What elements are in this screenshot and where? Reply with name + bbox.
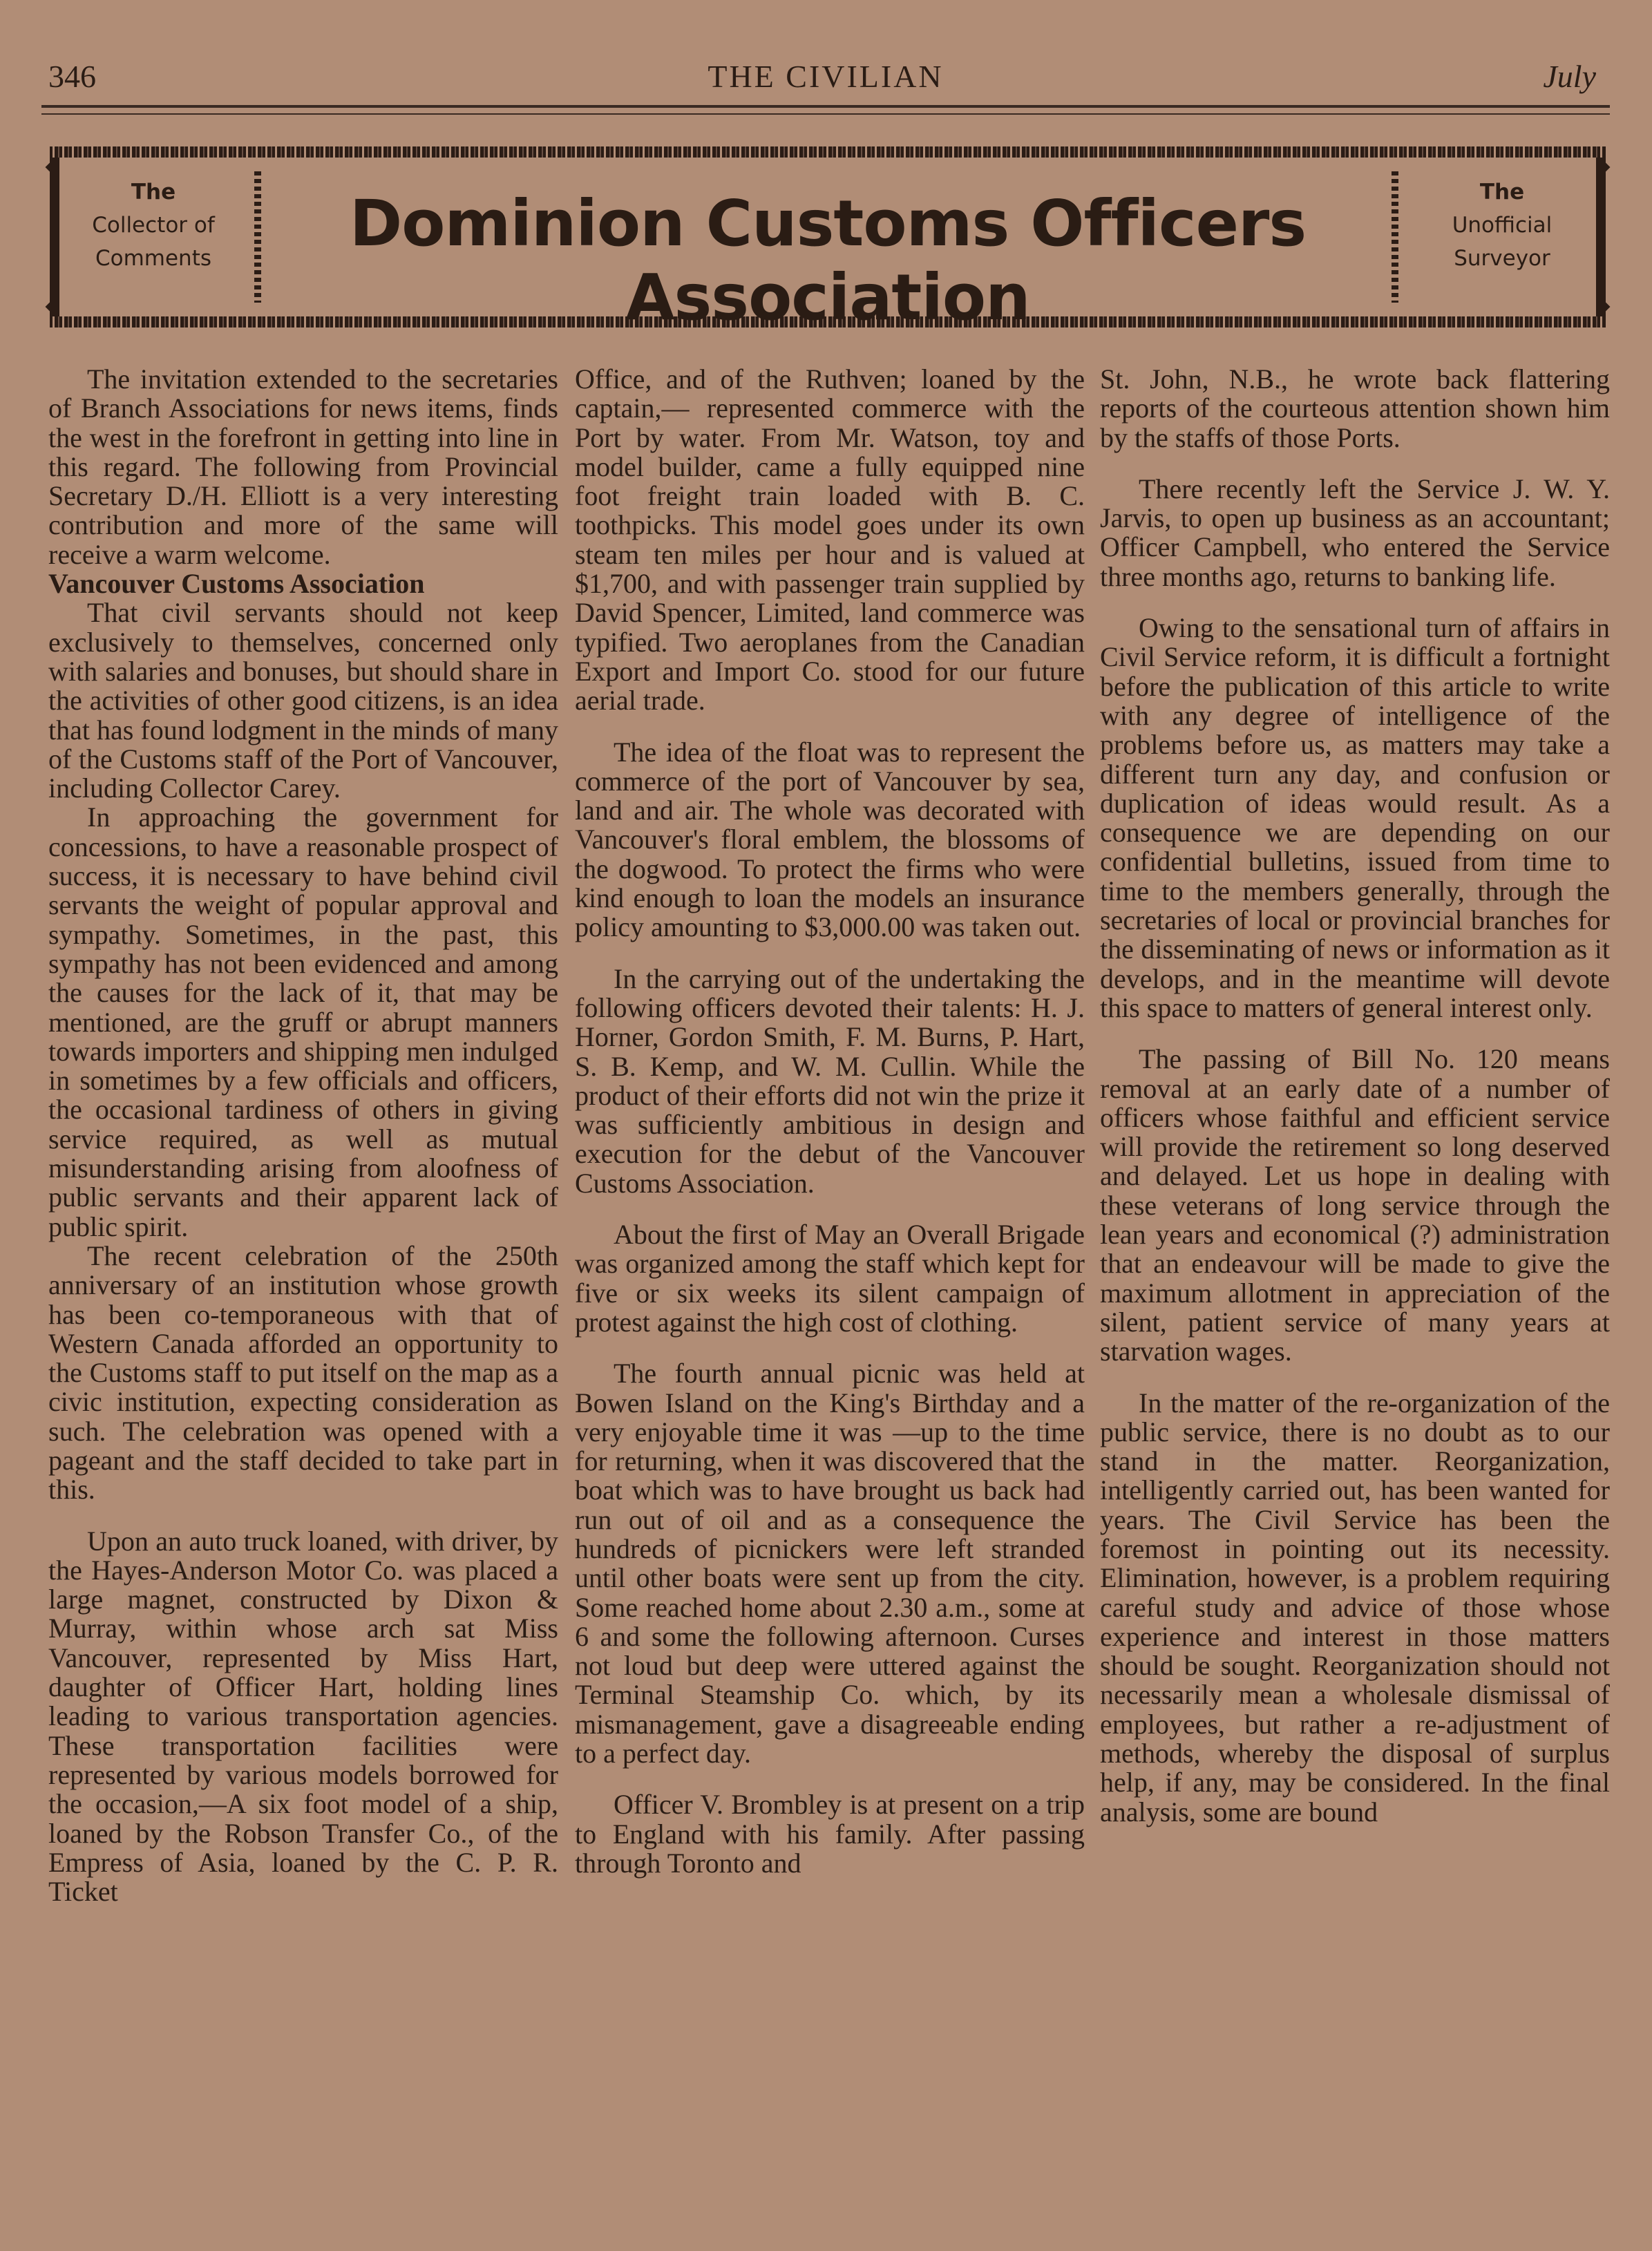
paragraph: Upon an auto truck loaned, with driver, by the Hayes-Anderson Motor Co. was placed a large magnet, constructed by Dixon & Murray, within whose arch sat Miss Vancouver, represented by Miss Hart, daughter of Officer Hart, holding lines leading to various transportation agencies. These transportation facilities were represented by various models borrowed for the occasion,—A six foot model of a ship, loaned by the Robson Transfer Co., of the Empress of Asia, loaned by the C. P. R. Ticket bbox=[48, 1525, 558, 1908]
running-header bbox=[41, 54, 1610, 102]
banner-border-left bbox=[50, 158, 59, 316]
caption-line: Comments bbox=[95, 246, 212, 271]
paragraph: That civil servants should not keep exclusively to themselves, concerned only with salaries and bonuses, but should share in the activities of other good citizens, is an idea that has found lodgment in the minds of many of the Customs staff of the Port of Vancouver, including Collector Carey. bbox=[48, 597, 558, 804]
paragraph: The fourth annual picnic was held at Bowen Island on the King's Birthday and a very enjoyable time it was —up to the time for returning, when it was discovered that the boat which was to have brought us back had run out of oil and as a consequence the hundreds of picnickers were left stranded until other boats were sent up from the city. Some reached home about 2.30 a.m., some at 6 and some the following afternoon. Curses not loud but deep were uttered against the Terminal Steamship Co. which, by its mismanagement, gave a disagreeable ending to a perfect day. bbox=[575, 1358, 1085, 1769]
header-rule-thin bbox=[41, 113, 1610, 115]
paragraph: In approaching the government for concessions, to have a reasonable prospect of success, it is necessary to have behind civil servants the weight of popular approval and sympathy. Sometimes, in the past, this sympathy has not been evidenced and among the causes for the lack of it, that may be mentioned, are the gruff or abrupt manners towards importers and shipping men indulged in sometimes by a few officials and officers, the occasional tardiness of others in giving service required, as well as mutual misunderstanding arising from aloofness of public servants and their apparent lack of public spirit. bbox=[48, 801, 558, 1242]
paragraph: The invitation extended to the secretaries of Branch Associations for news items, finds the west in the forefront in getting into line in this regard. The following from Provincial Secretary D./H. Elliott is a very interesting contribution and more of the same will receive a warm welcome. bbox=[48, 363, 558, 570]
paragraph: About the first of May an Overall Brigade was organized among the staff which kept for five or six weeks its silent campaign of protest against the high cost of clothing. bbox=[575, 1219, 1085, 1338]
caption-line: The bbox=[131, 180, 176, 205]
paragraph: Officer V. Brombley is at present on a trip to England with his family. After passing through Toronto and bbox=[575, 1789, 1085, 1879]
paragraph: The idea of the float was to represent the commerce of the port of Vancouver by sea, land and air. The whole was decorated with Vancouver's floral emblem, the blossoms of the dogwood. To protect the firms who were kind enough to loan the models an insurance policy amounting to $3,000.00 was taken out. bbox=[575, 736, 1085, 943]
paragraph: Office, and of the Ruthven; loaned by the captain,— represented commerce with the Port by water. From Mr. Watson, toy and model builder, came a fully equipped nine foot freight train loaded with B. C. toothpicks. This model goes under its own steam ten miles per hour and is valued at $1,700, and with passenger train supplied by David Spencer, Limited, land commerce was typified. Two aeroplanes from the Canadian Export and Import Co. stood for our future aerial trade. bbox=[575, 363, 1085, 716]
paragraph: In the carrying out of the undertaking the following officers devoted their talents: H. J. Horner, Gordon Smith, F. M. Burns, P. Hart, S. B. Kemp, and W. M. Cullin. While the product of their efforts did not win the prize it was sufficiently ambitious in design and execution for the debut of the Vancouver Customs Association. bbox=[575, 962, 1085, 1199]
paragraph: The recent celebration of the 250th anniversary of an institution whose growth has been co-temporaneous with that of Western Canada afforded an opportunity to the Customs staff to put itself on the map as a civic institution, expecting consideration as such. The celebration was opened with a pageant and the staff decided to take part in this. bbox=[48, 1240, 558, 1506]
header-rule bbox=[41, 105, 1610, 108]
paragraph: The passing of Bill No. 120 means removal at an early date of a number of officers whose faithful and efficient service will provide the retirement so long deserved and delayed. Let us hope in dealing with these veterans of long service through the lean years and economical (?) administration that an endeavour will be made to give the maximum allotment in appreciation of the silent, patient service of many years at starvation wages. bbox=[1100, 1043, 1610, 1367]
banner-left-caption bbox=[70, 175, 236, 275]
paragraph: Owing to the sensational turn of affairs in Civil Service reform, it is difficult a fortnight before the publication of this article to write with any degree of intelligence of the problems before us, as matters may take a different turn any day, and confusion or duplication of ideas would result. As a consequence we are depending on our confidential bulletins, issued from time to time to the members generally, through the secretaries of local or provincial branches for the disseminating of news or information as it develops, and in the meantime will devote this space to matters of general interest only. bbox=[1100, 612, 1610, 1023]
banner-divider-left bbox=[254, 171, 261, 303]
text-column-1 bbox=[48, 365, 558, 1906]
caption-line: The bbox=[1479, 180, 1525, 205]
banner-divider-right bbox=[1392, 171, 1398, 303]
issue-month: July bbox=[1543, 59, 1596, 94]
text-column-2 bbox=[575, 365, 1085, 1878]
caption-line: Collector of bbox=[92, 213, 215, 238]
section-banner bbox=[50, 146, 1606, 334]
paragraph: There recently left the Service J. W. Y. Jarvis, to open up business as an accountant; Officer Campbell, who entered the Service three months ago, returns to banking life. bbox=[1100, 473, 1610, 592]
page-number: 346 bbox=[48, 59, 96, 94]
banner-right-caption bbox=[1419, 175, 1585, 275]
paragraph: St. John, N.B., he wrote back flattering reports of the courteous attention shown him by the staffs of those Ports. bbox=[1100, 363, 1610, 453]
caption-line: Unofficial bbox=[1452, 213, 1553, 238]
text-column-3 bbox=[1100, 365, 1610, 1827]
banner-title: Dominion Customs Officers Association bbox=[349, 187, 1307, 334]
paragraph: In the matter of the re-organization of the public service, there is no doubt as to our stand in the matter. Reorganization, intelligently carried out, has been wanted for years. The Civil Service has been the foremost in pointing out its necessity. Elimination, however, is a problem requiring careful study and advice of those whose experience and interest in those matters should be sought. Reorganization should not necessarily mean a wholesale dismissal of employees, but rather a re-adjustment of methods, whereby the disposal of surplus help, if any, may be considered. In the final analysis, some are bound bbox=[1100, 1387, 1610, 1827]
banner-border-right bbox=[1596, 158, 1606, 316]
section-heading: Vancouver Customs Association bbox=[48, 568, 425, 600]
caption-line: Surveyor bbox=[1454, 246, 1550, 271]
publication-title: THE CIVILIAN bbox=[708, 59, 944, 94]
banner-border-top bbox=[50, 146, 1606, 158]
